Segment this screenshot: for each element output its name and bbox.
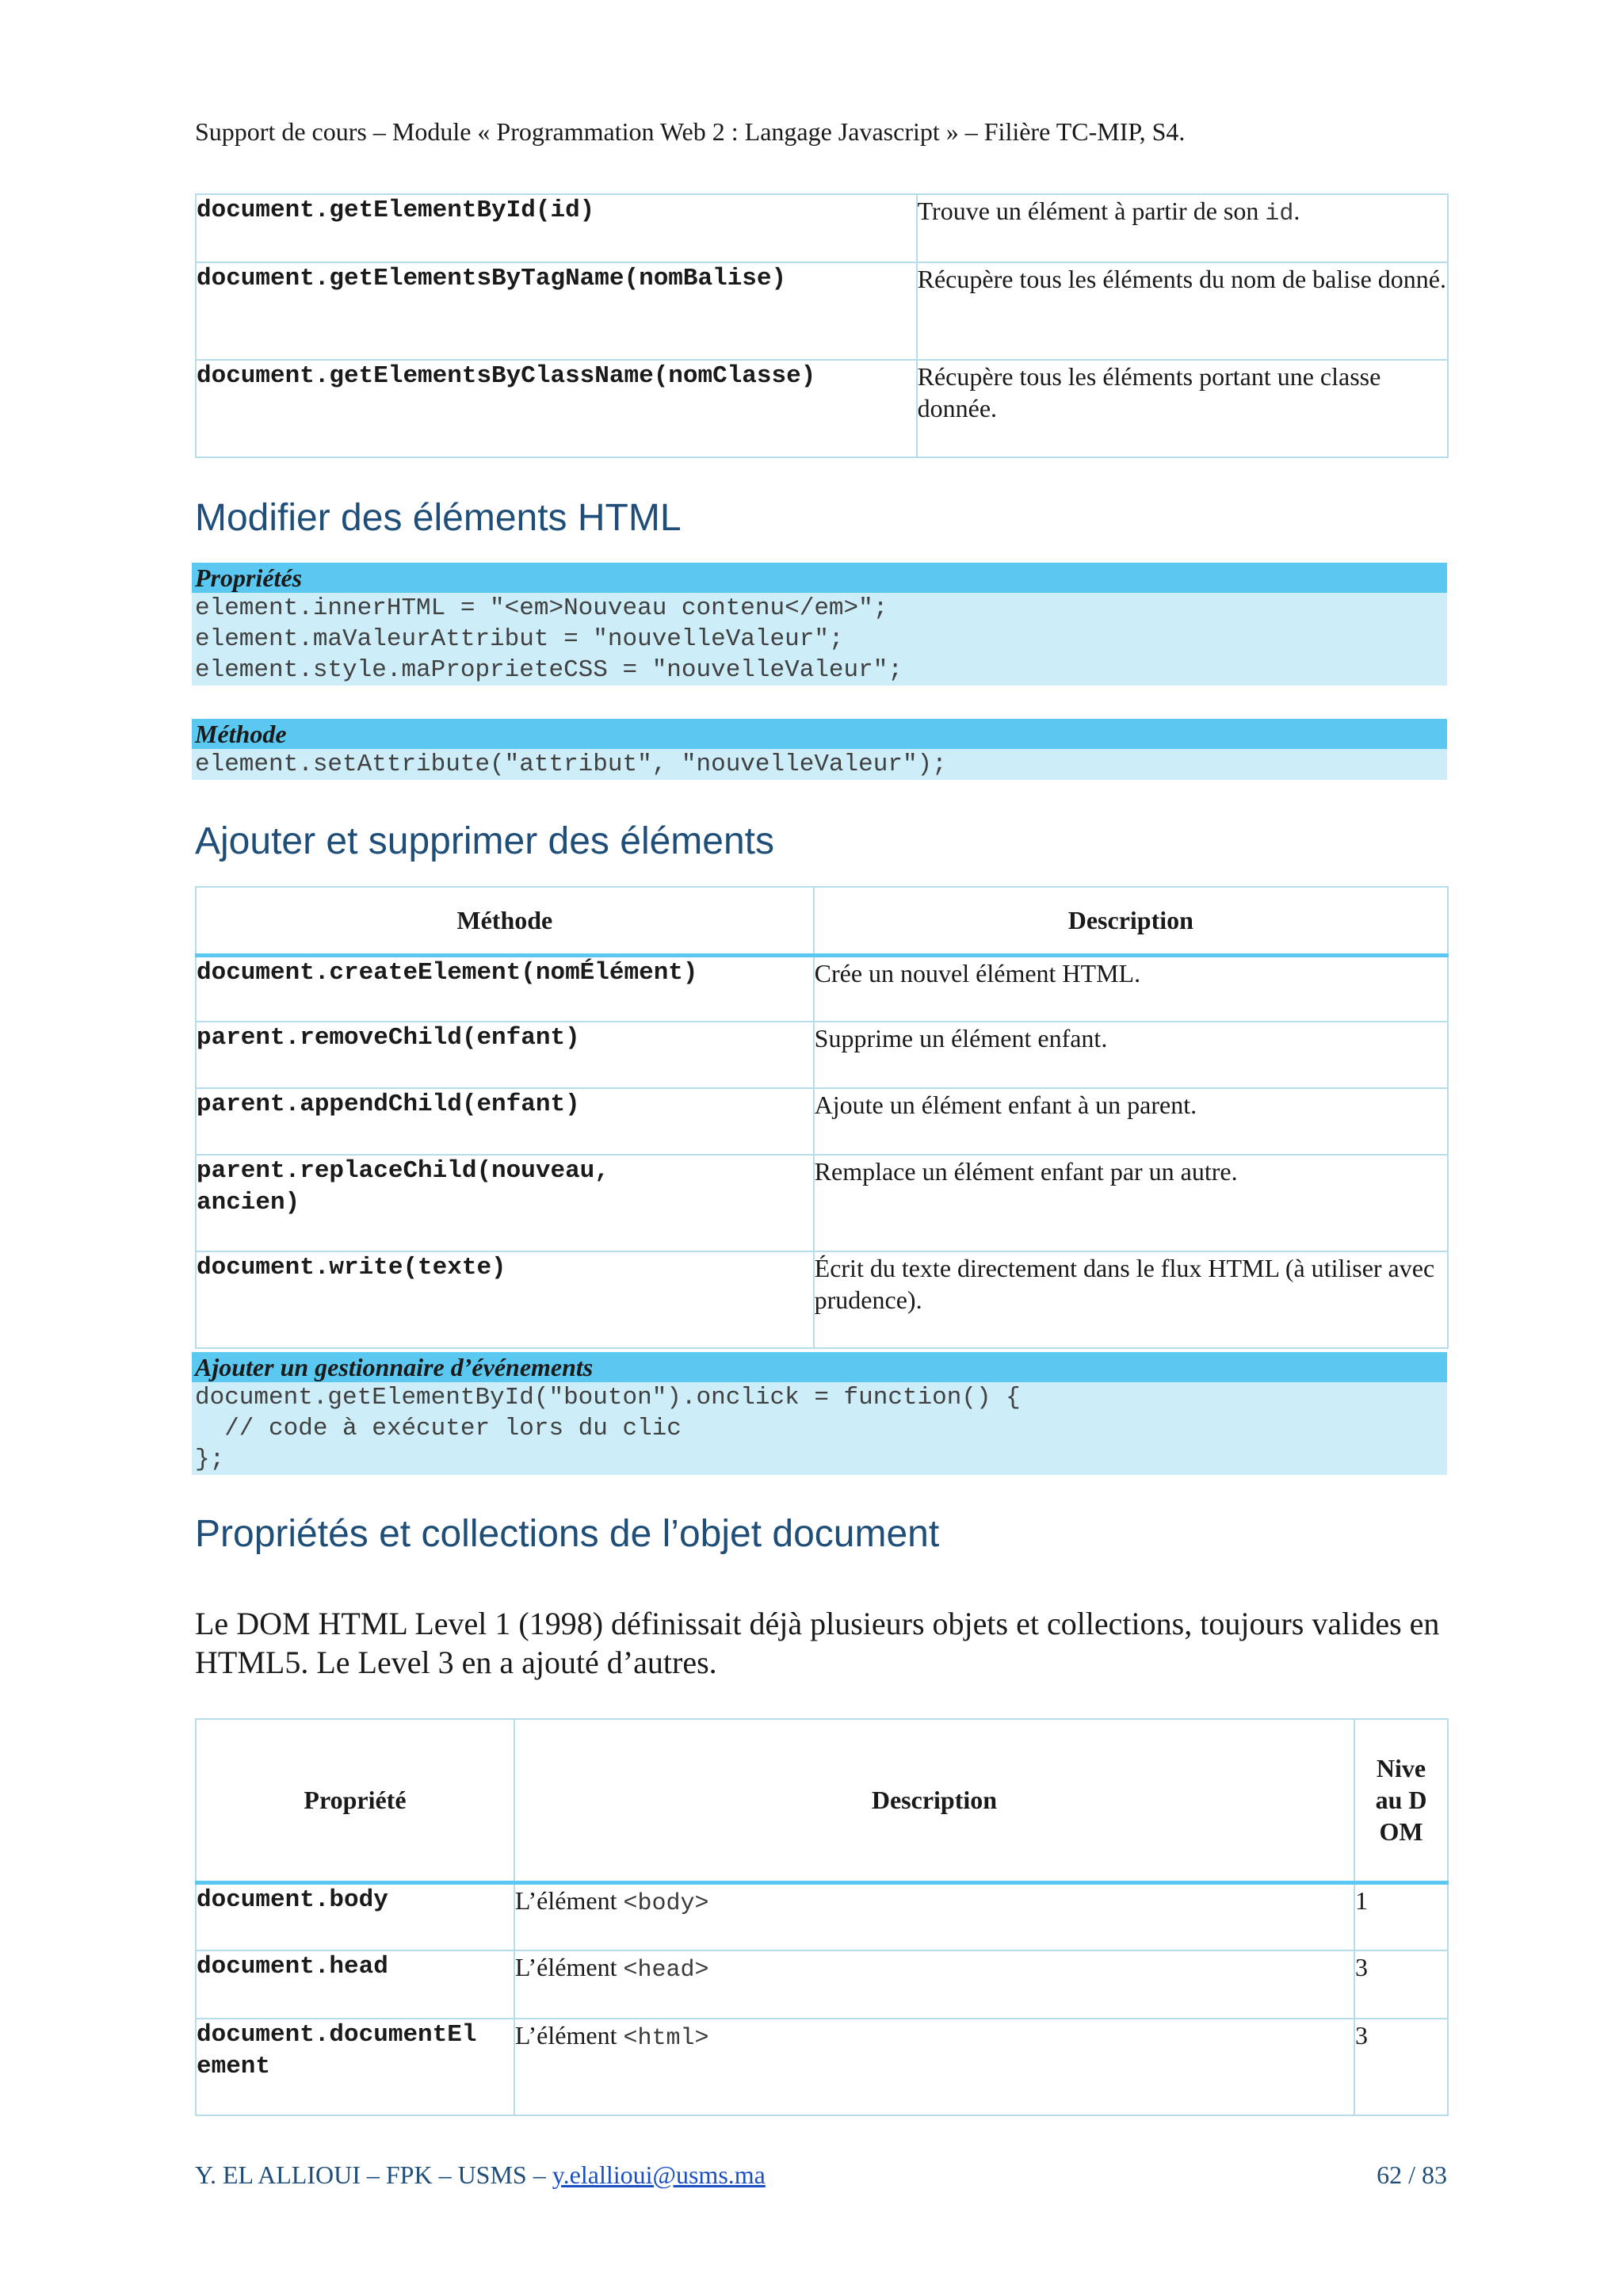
method-code: parent.appendChild(enfant) <box>197 1091 580 1118</box>
code-line: // code à exécuter lors du clic <box>192 1413 1447 1444</box>
method-description: Récupère tous les éléments du nom de balise donné. <box>917 265 1446 293</box>
column-header-method: Méthode <box>196 887 814 955</box>
property-code: document.head <box>197 1953 388 1981</box>
inline-code: <html> <box>623 2025 709 2052</box>
properties-code-box <box>192 563 1447 686</box>
column-header-description: Description <box>514 1719 1354 1882</box>
column-header-dom-level: Niveau DOM <box>1354 1719 1448 1882</box>
method-code-box <box>192 719 1447 780</box>
table-row <box>196 1088 1448 1155</box>
description-end: . <box>1293 197 1300 225</box>
method-code: document.createElement(nomÉlément) <box>197 958 698 987</box>
property-code: document.documentElement <box>197 2021 477 2080</box>
table-row <box>196 360 1448 457</box>
method-code: parent.removeChild(enfant) <box>197 1024 580 1052</box>
method-description: Ajoute un élément enfant à un parent. <box>814 1091 1197 1119</box>
method-description: Récupère tous les éléments portant une classe donnée. <box>917 362 1381 422</box>
code-box-title: Méthode <box>192 719 1447 749</box>
code-line: element.style.maProprieteCSS = "nouvelleValeur"; <box>192 655 1447 686</box>
method-code: parent.replaceChild(nouveau, ancien) <box>197 1157 609 1217</box>
dom-access-methods-table <box>195 193 1449 458</box>
code-line: document.getElementById("bouton").onclick = function() { <box>192 1382 1447 1413</box>
intro-paragraph: Le DOM HTML Level 1 (1998) définissait déjà plusieurs objets et collections, toujours valides en HTML5. Le Level 3 en a ajouté d’autres. <box>195 1606 1440 1680</box>
code-line: element.maValeurAttribut = "nouvelleValeur"; <box>192 624 1447 655</box>
property-code: document.body <box>197 1885 388 1914</box>
method-code: document.write(texte) <box>197 1254 506 1282</box>
dom-level-value: 1 <box>1355 1885 1369 1915</box>
method-description: Remplace un élément enfant par un autre. <box>814 1157 1238 1186</box>
section-heading-document-properties: Propriétés et collections de l’objet document <box>195 1513 940 1555</box>
inline-code: <head> <box>623 1957 709 1984</box>
column-header-property: Propriété <box>196 1719 514 1882</box>
dom-level-value: 3 <box>1355 2021 1369 2050</box>
page-number: 62 / 83 <box>1377 2160 1447 2189</box>
inline-code: <body> <box>623 1889 709 1917</box>
dom-level-value: 3 <box>1355 1953 1369 1981</box>
property-description: L’élément <box>514 2021 624 2050</box>
section-heading-modify: Modifier des éléments HTML <box>195 497 682 539</box>
method-description: Supprime un élément enfant. <box>814 1024 1108 1052</box>
column-header-description: Description <box>814 887 1448 955</box>
table-row <box>196 1251 1448 1348</box>
author-text: Y. EL ALLIOUI – FPK – USMS – <box>195 2160 552 2189</box>
code-line: element.innerHTML = "<em>Nouveau contenu</em>"; <box>192 593 1447 624</box>
footer-author <box>195 2159 766 2191</box>
page-header: Support de cours – Module « Programmation Web 2 : Langage Javascript » – Filière TC-MIP, S4. <box>195 117 1186 146</box>
add-remove-methods-table <box>195 886 1449 1349</box>
table-row <box>196 1022 1448 1088</box>
table-row <box>196 194 1448 262</box>
table-header-row <box>196 1719 1448 1882</box>
property-description: L’élément <box>514 1953 624 1981</box>
method-description: Trouve un élément à partir de son <box>917 197 1266 225</box>
table-row <box>196 1155 1448 1251</box>
table-row <box>196 1950 1448 2019</box>
table-row <box>196 2019 1448 2115</box>
section-heading-add-remove: Ajouter et supprimer des éléments <box>195 820 775 862</box>
property-description: L’élément <box>514 1885 624 1915</box>
inline-code: id <box>1265 201 1294 227</box>
table-row <box>196 262 1448 360</box>
table-row <box>196 955 1448 1022</box>
document-properties-table <box>195 1718 1449 2116</box>
code-box-title: Ajouter un gestionnaire d’événements <box>192 1352 1447 1382</box>
code-line: }; <box>192 1444 1447 1475</box>
table-row <box>196 1882 1448 1950</box>
table-header-row <box>196 887 1448 955</box>
email-link[interactable]: y.elallioui@usms.ma <box>552 2160 766 2189</box>
method-code: document.getElementById(id) <box>197 197 595 224</box>
method-code: document.getElementsByTagName(nomBalise) <box>197 265 787 292</box>
code-line: element.setAttribute("attribut", "nouvelleValeur"); <box>192 749 1447 780</box>
method-code: document.getElementsByClassName(nomClasse) <box>197 362 816 390</box>
event-handler-code-box <box>192 1352 1447 1475</box>
method-description: Crée un nouvel élément HTML. <box>814 958 1141 988</box>
code-box-title: Propriétés <box>192 563 1447 593</box>
method-description: Écrit du texte directement dans le flux HTML (à utiliser avec prudence). <box>814 1254 1435 1314</box>
